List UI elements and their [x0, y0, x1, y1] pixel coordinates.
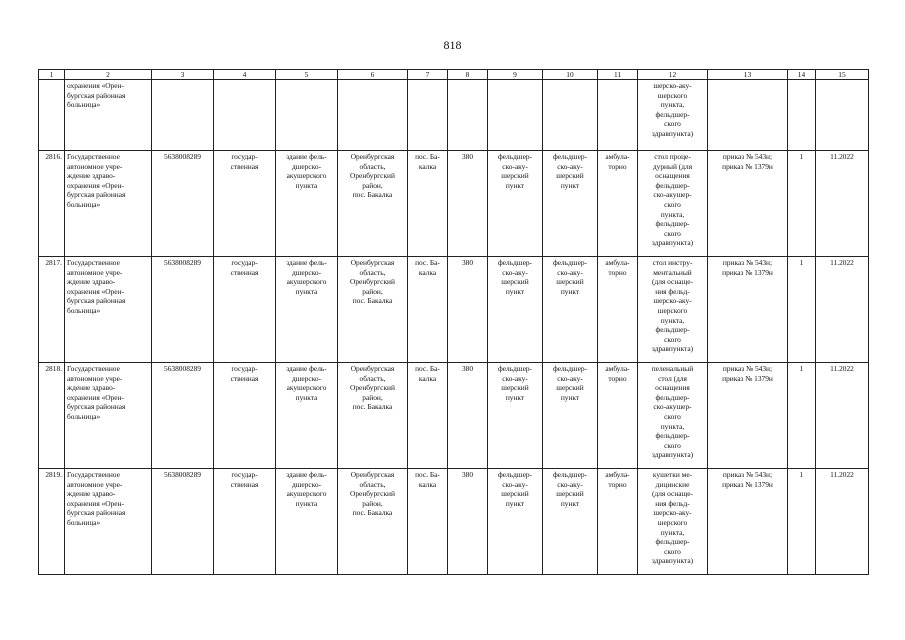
date-cell: 11.2022 [816, 469, 869, 575]
building-cell: здание фель- дшерско- акушерского пункта [276, 363, 338, 469]
column-number: 11 [598, 70, 638, 80]
page-number: 818 [443, 38, 462, 52]
column-number-row [39, 70, 869, 80]
registry-table [38, 69, 869, 575]
ownership-cell: государ- ственная [214, 363, 276, 469]
column-number: 9 [488, 70, 543, 80]
org-name-cell: охранения «Орен- бургская районная больница» [65, 80, 152, 151]
org-name-cell: Государственное автономное учре- ждение здраво- охранения «Орен- бургская районная больница» [65, 469, 152, 575]
inn-cell: 5638008289 [152, 257, 214, 363]
settlement-cell: пос. Ба- калка [408, 257, 448, 363]
column-number: 15 [816, 70, 869, 80]
code-cell: 380 [448, 151, 488, 257]
settlement-cell: пос. Ба- калка [408, 469, 448, 575]
quantity-cell: 1 [788, 257, 816, 363]
column-number: 13 [708, 70, 788, 80]
table-row [39, 363, 869, 469]
facility-type-cell: фельдшер- ско-аку- шерский пункт [488, 469, 543, 575]
org-name-cell: Государственное автономное учре- ждение здраво- охранения «Орен- бургская районная больница» [65, 363, 152, 469]
building-cell: здание фель- дшерско- акушерского пункта [276, 257, 338, 363]
column-number: 8 [448, 70, 488, 80]
org-name-cell: Государственное автономное учре- ждение здраво- охранения «Орен- бургская районная больница» [65, 257, 152, 363]
row-number-cell: 2816. [39, 151, 65, 257]
inn-cell: 5638008289 [152, 469, 214, 575]
settlement-cell: пос. Ба- калка [408, 363, 448, 469]
facility-type-cell: фельдшер- ско-аку- шерский пункт [488, 257, 543, 363]
ownership-cell: государ- ственная [214, 257, 276, 363]
quantity-cell: 1 [788, 469, 816, 575]
row-number-cell: 2819. [39, 469, 65, 575]
continuation-row [39, 80, 869, 151]
column-number: 12 [638, 70, 708, 80]
address-cell: Оренбургская область, Оренбургский район, пос. Бакалка [338, 257, 408, 363]
column-number: 6 [338, 70, 408, 80]
table-row [39, 151, 869, 257]
column-number: 10 [543, 70, 598, 80]
code-cell: 380 [448, 257, 488, 363]
date-cell: 11.2022 [816, 363, 869, 469]
quantity-cell: 1 [788, 151, 816, 257]
equipment-cell: кушетки ме- дицинские (для оснаще- ния фельд- шерско-аку- шерского пункта, фельдшер- ского здравпункта) [638, 469, 708, 575]
facility-type-cell: фельдшер- ско-аку- шерский пункт [488, 363, 543, 469]
column-number: 3 [152, 70, 214, 80]
inn-cell: 5638008289 [152, 151, 214, 257]
code-cell: 380 [448, 363, 488, 469]
order-cell: приказ № 543н; приказ № 1379н [708, 257, 788, 363]
equipment-cell: пеленальный стол (для оснащения фельдшер- ско-акушер- ского пункта, фельдшер- ского здравпункта) [638, 363, 708, 469]
facility-subtype-cell: фельдшер- ско-аку- шерский пункт [543, 363, 598, 469]
date-cell: 11.2022 [816, 257, 869, 363]
order-cell: приказ № 543н; приказ № 1379н [708, 363, 788, 469]
address-cell: Оренбургская область, Оренбургский район, пос. Бакалка [338, 469, 408, 575]
facility-subtype-cell: фельдшер- ско-аку- шерский пункт [543, 151, 598, 257]
care-mode-cell: амбула- торно [598, 257, 638, 363]
care-mode-cell: амбула- торно [598, 363, 638, 469]
org-name-cell: Государственное автономное учре- ждение здраво- охранения «Орен- бургская районная больница» [65, 151, 152, 257]
row-number-cell: 2817. [39, 257, 65, 363]
column-number: 1 [39, 70, 65, 80]
care-mode-cell: амбула- торно [598, 469, 638, 575]
column-number: 14 [788, 70, 816, 80]
equipment-cell: шерско-аку- шерского пункта, фельдшер- ского здравпункта) [638, 80, 708, 151]
order-cell: приказ № 543н; приказ № 1379н [708, 151, 788, 257]
table-row [39, 257, 869, 363]
ownership-cell: государ- ственная [214, 469, 276, 575]
column-number: 4 [214, 70, 276, 80]
column-number: 2 [65, 70, 152, 80]
row-number-cell: 2818. [39, 363, 65, 469]
order-cell: приказ № 543н; приказ № 1379н [708, 469, 788, 575]
inn-cell: 5638008289 [152, 363, 214, 469]
date-cell: 11.2022 [816, 151, 869, 257]
facility-subtype-cell: фельдшер- ско-аку- шерский пункт [543, 257, 598, 363]
quantity-cell: 1 [788, 363, 816, 469]
facility-subtype-cell: фельдшер- ско-аку- шерский пункт [543, 469, 598, 575]
column-number: 5 [276, 70, 338, 80]
facility-type-cell: фельдшер- ско-аку- шерский пункт [488, 151, 543, 257]
address-cell: Оренбургская область, Оренбургский район, пос. Бакалка [338, 151, 408, 257]
care-mode-cell: амбула- торно [598, 151, 638, 257]
equipment-cell: стол проце- дурный (для оснащения фельдшер- ско-акушер- ского пункта, фельдшер- ского здравпункта) [638, 151, 708, 257]
building-cell: здание фель- дшерско- акушерского пункта [276, 151, 338, 257]
building-cell: здание фель- дшерско- акушерского пункта [276, 469, 338, 575]
code-cell: 380 [448, 469, 488, 575]
column-number: 7 [408, 70, 448, 80]
settlement-cell: пос. Ба- калка [408, 151, 448, 257]
ownership-cell: государ- ственная [214, 151, 276, 257]
table-row [39, 469, 869, 575]
equipment-cell: стол инстру- ментальный (для оснаще- ния фельд- шерско-аку- шерского пункта, фельдшер- ского здравпункта) [638, 257, 708, 363]
address-cell: Оренбургская область, Оренбургский район, пос. Бакалка [338, 363, 408, 469]
